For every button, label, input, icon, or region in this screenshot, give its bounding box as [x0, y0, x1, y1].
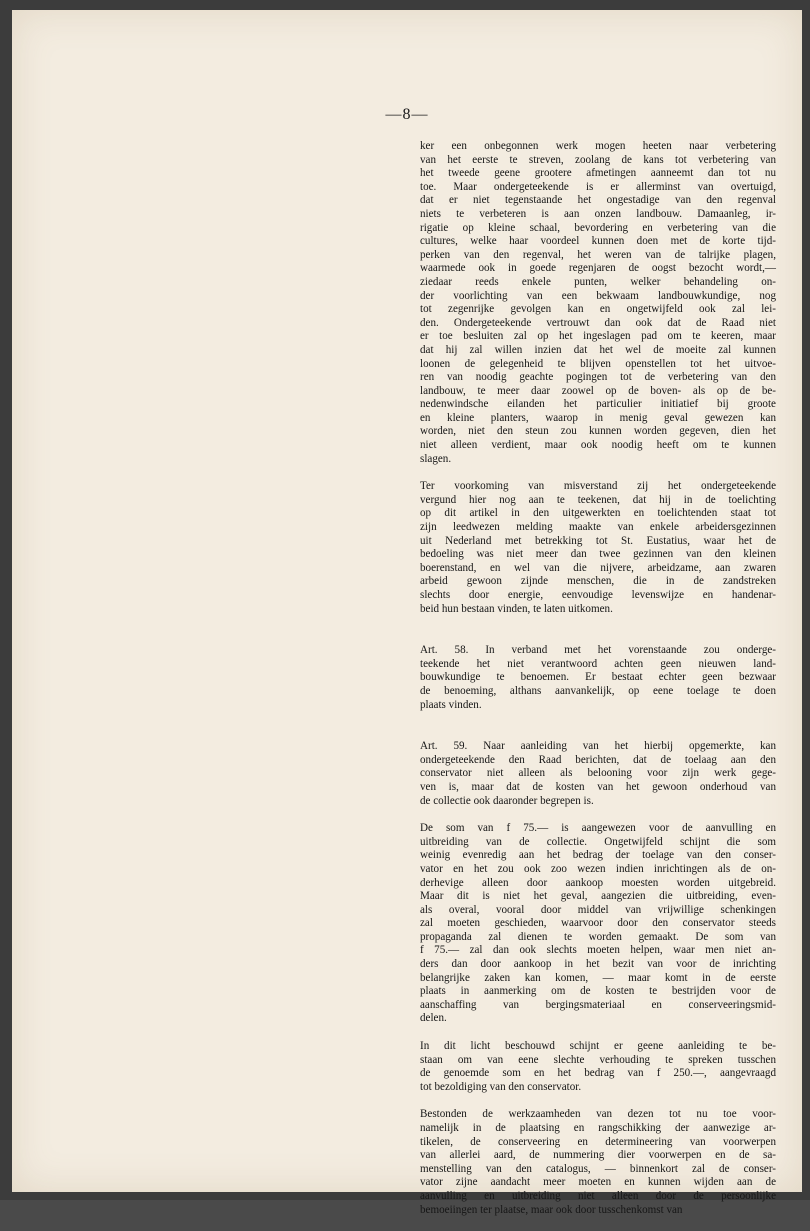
text-line: van allerlei aard, de nummering dier voorwerpen en de sa-: [420, 1149, 776, 1162]
text-line: loonen de gelegenheid te blijven openstellen tot het uitvoe-: [420, 357, 776, 370]
text-line: dat er niet tegenstaande het ongestadige van den regenval: [420, 194, 776, 207]
text-line: plaats in aanmerking om de kosten te bestrijden voor de: [420, 985, 776, 998]
text-line: aanvulling en uitbreiding niet alleen door de persoonlijke: [420, 1189, 776, 1202]
text-line: Maar dit is niet het geval, aangezien die uitbreiding, even-: [420, 890, 776, 903]
paragraph-som-f75: [420, 822, 776, 1026]
text-line: perken van den regenval, het weren van de talrijke plagen,: [420, 248, 776, 261]
text-line: bemoeiingen ter plaatse, maar ook door tusschenkomst van: [420, 1203, 683, 1216]
document-page: [12, 10, 802, 1216]
bleed-through-area: [40, 102, 395, 1122]
text-line: toe. Maar ondergeteekende is er allerminst van overtuigd,: [420, 180, 776, 193]
text-line: derhevige alleen door aankoop moesten worden uitgebreid.: [420, 876, 776, 889]
text-column: [420, 140, 776, 1231]
text-line: uit Nederland met betrekking tot St. Eustatius, waar het de: [420, 534, 776, 547]
text-line: den. Ondergeteekende vertrouwt dan ook dat de Raad niet: [420, 316, 776, 329]
text-line: belangrijke zaken kan komen, — maar komt in de eerste: [420, 971, 776, 984]
text-line: plaats vinden.: [420, 698, 482, 711]
text-line: de collectie ook daaronder begrepen is.: [420, 794, 594, 807]
paragraph-misverstand: [420, 480, 776, 616]
text-line: Art. 58. In verband met het vorenstaande zou onderge-: [420, 644, 776, 657]
text-line: ziedaar reeds enkele punten, welker behandeling on-: [420, 275, 776, 288]
text-line: arbeid gewoon zijnde menschen, die in de zandstreken: [420, 575, 776, 588]
text-line: op dit artikel in den uitgewerkten en toelichtenden staat tot: [420, 507, 776, 520]
text-line: Art. 59. Naar aanleiding van het hierbij opgemerkte, kan: [420, 740, 776, 753]
paragraph-continuation: [420, 140, 776, 466]
paragraph-werkzaamheden: [420, 1108, 776, 1217]
text-line: waarmede ook in goede regenjaren de oogst bezocht wordt,—: [420, 262, 776, 275]
text-line: ondergeteekende den Raad berichten, dat de toelaag aan den: [420, 753, 776, 766]
text-line: er toe besluiten zal op het ingeslagen pad om te keeren, maar: [420, 330, 776, 343]
text-line: De som van f 75.— is aangewezen voor de aanvulling en: [420, 822, 776, 835]
text-line: ker een onbegonnen werk mogen heeten naar verbetering: [420, 140, 776, 152]
text-line: aanschaffing van bergingsmateriaal en conserveeringsmid-: [420, 998, 776, 1011]
text-line: cultures, welke haar voordeel kunnen doen met de korte tijd-: [420, 235, 776, 248]
text-line: f 75.— zal dan ook slechts moeten helpen, waar men niet an-: [420, 944, 776, 957]
text-line: teekende het niet verantwoord achten geen nieuwen land-: [420, 657, 776, 670]
text-line: weinig evenredig aan het bedrag der toelage van den conser-: [420, 849, 776, 862]
text-line: bedoeling was niet meer dan twee gezinnen van den kleinen: [420, 548, 776, 561]
text-line: vator en het zou ook zoo wezen indien inrichtingen als de on-: [420, 862, 776, 875]
text-line: vator zijne aandacht meer moeten en kunnen wijden aan de: [420, 1176, 776, 1189]
text-line: In dit licht beschouwd schijnt er geene aanleiding te be-: [420, 1040, 776, 1053]
text-line: worden, niet den steun zou kunnen worden gegeven, dien het: [420, 425, 776, 438]
text-line: slechts door energie, eenvoudige levenswijze en handenar-: [420, 589, 776, 601]
text-line: ren van noodig geachte pogingen tot de verbetering van den: [420, 371, 776, 384]
text-line: boerenstand, en wel van die nijvere, arbeidzame, aan zwaren: [420, 561, 776, 574]
text-line: Bestonden de werkzaamheden van dezen tot nu toe voor-: [420, 1108, 776, 1121]
text-line: landbouw, te meer daar zoowel op de boven- als op de be-: [420, 384, 776, 397]
text-line: het tweede geene grootere afmetingen aanneemt dan tot nu: [420, 167, 776, 180]
paragraph-art-58: [420, 644, 776, 712]
text-line: beid hun bestaan vinden, te laten uitkomen.: [420, 602, 613, 615]
paragraph-in-dit-licht: [420, 1040, 776, 1094]
page-number: —8—: [385, 106, 429, 123]
text-line: de benoeming, althans aanvankelijk, op eene toelage te doen: [420, 684, 776, 697]
text-line: uitbreiding van de collectie. Ongetwijfeld schijnt die som: [420, 835, 776, 848]
text-line: vergund hier nog aan te teekenen, dat hij in de toelichting: [420, 493, 776, 506]
text-line: ders dan door aankoop in het bezit van voor de inrichting: [420, 958, 776, 971]
text-line: en kleine planters, waarop in menig geval gewezen kan: [420, 411, 776, 424]
text-line: delen.: [420, 1012, 447, 1025]
text-line: van het eerste te streven, zoolang de kans tot verbetering van: [420, 153, 776, 166]
text-line: staan om van eene slechte verhouding te spreken tusschen: [420, 1053, 776, 1066]
text-line: nedenwindsche eilanden het particulier initiatief bij groote: [420, 398, 776, 411]
text-line: niet alleen verdient, maar ook noodig heeft om te kunnen: [420, 439, 776, 452]
text-line: tikelen, de conserveering en determineering van voorwerpen: [420, 1135, 776, 1148]
text-line: propaganda zal dienen te worden gemaakt. De som van: [420, 930, 776, 943]
text-line: tot bezoldiging van den conservator.: [420, 1080, 582, 1093]
text-line: dat hij zal willen inzien dat het wel de moeite zal kunnen: [420, 343, 776, 356]
text-line: niets te verbeteren is aan onzen landbouw. Damaanleg, ir-: [420, 207, 776, 220]
text-line: tot zegenrijke gevolgen kan en ongetwijfeld ook zal lei-: [420, 303, 776, 316]
text-line: zijn leedwezen melding maakte van enkele arbeidersgezinnen: [420, 521, 776, 534]
text-line: menstelling van den catalogus, — binnenkort zal de conser-: [420, 1162, 776, 1175]
text-line: zal moeten geschieden, waarvoor door den conservator steeds: [420, 917, 776, 930]
text-line: rigatie op kleine schaal, bevordering en verbetering van die: [420, 221, 776, 234]
text-line: Ter voorkoming van misverstand zij het ondergeteekende: [420, 480, 776, 493]
text-line: namelijk in de plaatsing en rangschikking der aanwezige ar-: [420, 1122, 776, 1134]
paragraph-art-59: [420, 740, 776, 808]
text-line: slagen.: [420, 452, 452, 465]
text-line: der voorlichting van een bekwaam landbouwkundige, nog: [420, 289, 776, 302]
text-line: als overal, vooral door middel van vrijwillige schenkingen: [420, 903, 776, 916]
text-line: conservator niet alleen als belooning voor zijn werk gege-: [420, 767, 776, 780]
text-line: ven is, maar dat de kosten van het gewoon onderhoud van: [420, 780, 776, 793]
text-line: bouwkundige te benoemen. Er bestaat echter geen bezwaar: [420, 671, 776, 684]
text-line: de genoemde som en het bedrag van f 250.—, aangevraagd: [420, 1067, 776, 1080]
